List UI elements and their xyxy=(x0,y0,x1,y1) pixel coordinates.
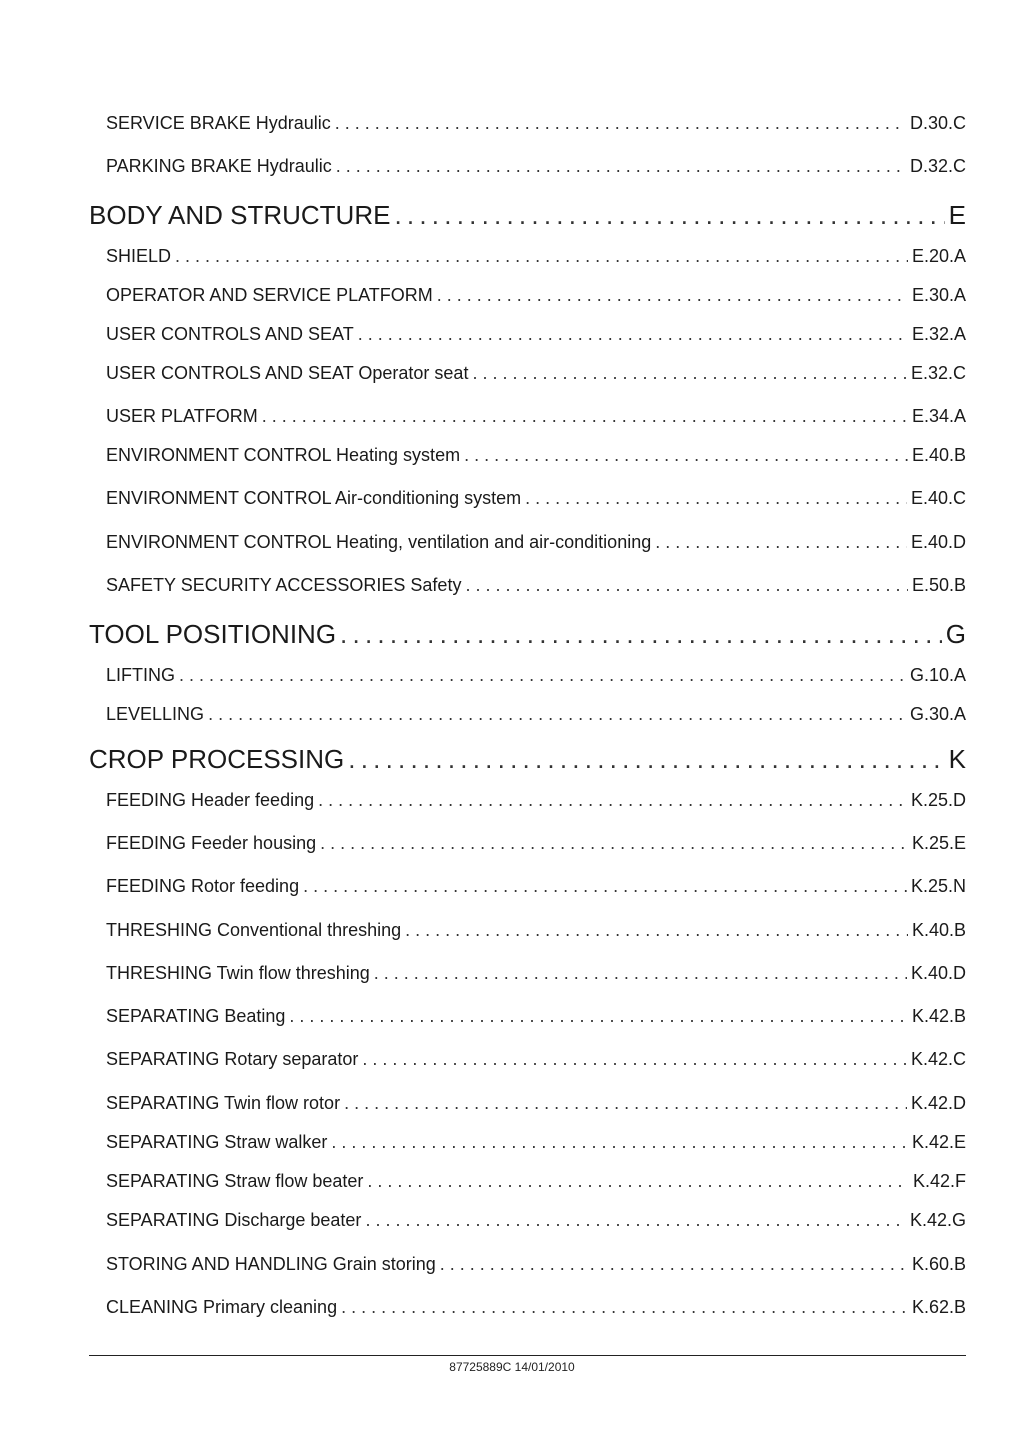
toc-entry-page: K.42.E xyxy=(911,1132,966,1152)
dot-leader xyxy=(655,532,907,553)
toc-entry[interactable] xyxy=(106,1210,966,1231)
toc-entry[interactable] xyxy=(106,285,966,306)
toc-entry-label: USER CONTROLS AND SEAT Operator seat xyxy=(106,363,469,383)
toc-entry-page: K.60.B xyxy=(911,1254,966,1274)
toc-entry-page: K.25.N xyxy=(910,876,966,896)
dot-leader xyxy=(374,963,907,984)
toc-entry-page: K.25.D xyxy=(910,790,966,810)
toc-entry[interactable] xyxy=(106,1254,966,1275)
toc-entry[interactable] xyxy=(106,488,966,509)
dot-leader xyxy=(465,575,908,596)
toc-entry-label: SHIELD xyxy=(106,246,172,266)
toc-entry[interactable] xyxy=(106,876,966,897)
dot-leader xyxy=(208,704,906,725)
toc-entry[interactable] xyxy=(106,406,966,427)
toc-entry[interactable] xyxy=(106,1093,966,1114)
toc-entry-page: K.40.B xyxy=(911,920,966,940)
toc-section[interactable] xyxy=(89,744,966,775)
dot-leader xyxy=(348,744,944,775)
toc-section-page: K xyxy=(948,744,966,774)
dot-leader xyxy=(335,113,906,134)
toc-entry-page: K.40.D xyxy=(910,963,966,983)
toc-entry-page: D.30.C xyxy=(909,113,966,133)
toc-entry-label: SEPARATING Beating xyxy=(106,1006,286,1026)
toc-entry-page: E.30.A xyxy=(911,285,966,305)
footer-divider xyxy=(89,1355,966,1356)
toc-entry[interactable] xyxy=(106,1132,966,1153)
toc-entry[interactable] xyxy=(106,665,966,686)
dot-leader xyxy=(320,833,908,854)
dot-leader xyxy=(289,1006,908,1027)
toc-entry[interactable] xyxy=(106,1006,966,1027)
toc-entry-label: STORING AND HANDLING Grain storing xyxy=(106,1254,436,1274)
toc-entry-label: LEVELLING xyxy=(106,704,205,724)
dot-leader xyxy=(358,324,908,345)
toc-entry-page: K.42.D xyxy=(910,1093,966,1113)
toc-entry-label: LIFTING xyxy=(106,665,176,685)
toc-entry-page: E.40.B xyxy=(911,445,966,465)
toc-entry-page: E.40.D xyxy=(910,532,966,552)
toc-entry[interactable] xyxy=(106,532,966,553)
toc-entry-label: PARKING BRAKE Hydraulic xyxy=(106,156,332,176)
dot-leader xyxy=(437,285,908,306)
toc-entry-label: FEEDING Header feeding xyxy=(106,790,315,810)
toc-entry-page: G.10.A xyxy=(909,665,966,685)
toc-entry-label: SEPARATING Twin flow rotor xyxy=(106,1093,341,1113)
toc-entry-page: E.20.A xyxy=(911,246,966,266)
toc-entry[interactable] xyxy=(106,1049,966,1070)
toc-entry-page: G.30.A xyxy=(909,704,966,724)
toc-entry-page: E.34.A xyxy=(911,406,966,426)
toc-entry-page: E.50.B xyxy=(911,575,966,595)
toc-entry-label: THRESHING Conventional threshing xyxy=(106,920,402,940)
toc-section-title: CROP PROCESSING xyxy=(89,744,345,774)
dot-leader xyxy=(405,920,908,941)
dot-leader xyxy=(464,445,908,466)
toc-entry[interactable] xyxy=(106,963,966,984)
dot-leader xyxy=(341,1297,908,1318)
dot-leader xyxy=(362,1049,907,1070)
toc-entry-label: SEPARATING Straw walker xyxy=(106,1132,328,1152)
toc-entry-page: K.25.E xyxy=(911,833,966,853)
dot-leader xyxy=(179,665,906,686)
toc-section[interactable] xyxy=(89,619,966,650)
footer-doc-reference: 87725889C 14/01/2010 xyxy=(449,1360,575,1374)
toc-section[interactable] xyxy=(89,200,966,231)
toc-entry[interactable] xyxy=(106,113,966,134)
toc-entry[interactable] xyxy=(106,1297,966,1318)
dot-leader xyxy=(440,1254,908,1275)
toc-entry-label: FEEDING Rotor feeding xyxy=(106,876,300,896)
dot-leader xyxy=(262,406,908,427)
dot-leader xyxy=(367,1171,909,1192)
toc-entry-label: CLEANING Primary cleaning xyxy=(106,1297,338,1317)
toc-entry-page: K.42.C xyxy=(910,1049,966,1069)
toc-section-title: BODY AND STRUCTURE xyxy=(89,200,391,230)
toc-entry-label: THRESHING Twin flow threshing xyxy=(106,963,370,983)
toc-section-title: TOOL POSITIONING xyxy=(89,619,337,649)
toc-entry-label: ENVIRONMENT CONTROL Air-conditioning system xyxy=(106,488,522,508)
toc-entry[interactable] xyxy=(106,246,966,267)
toc-entry-label: SEPARATING Straw flow beater xyxy=(106,1171,364,1191)
dot-leader xyxy=(340,619,942,650)
dot-leader xyxy=(303,876,907,897)
toc-entry-label: SAFETY SECURITY ACCESSORIES Safety xyxy=(106,575,462,595)
toc-entry-label: SERVICE BRAKE Hydraulic xyxy=(106,113,331,133)
toc-entry[interactable] xyxy=(106,445,966,466)
dot-leader xyxy=(175,246,908,267)
toc-entry-label: SEPARATING Rotary separator xyxy=(106,1049,359,1069)
toc-entry[interactable] xyxy=(106,833,966,854)
toc-entry-label: FEEDING Feeder housing xyxy=(106,833,317,853)
dot-leader xyxy=(525,488,907,509)
toc-entry[interactable] xyxy=(106,363,966,384)
dot-leader xyxy=(394,200,944,231)
toc-entry-page: E.32.C xyxy=(910,363,966,383)
toc-section-page: G xyxy=(945,619,966,649)
toc-entry-page: E.40.C xyxy=(910,488,966,508)
toc-entry-label: USER CONTROLS AND SEAT xyxy=(106,324,354,344)
dot-leader xyxy=(365,1210,906,1231)
toc-entry[interactable] xyxy=(106,920,966,941)
toc-entry-page: E.32.A xyxy=(911,324,966,344)
dot-leader xyxy=(472,363,907,384)
toc-entry[interactable] xyxy=(106,1171,966,1192)
dot-leader xyxy=(331,1132,908,1153)
toc-entry-label: SEPARATING Discharge beater xyxy=(106,1210,362,1230)
toc-entry-page: K.42.G xyxy=(909,1210,966,1230)
toc-entry[interactable] xyxy=(106,575,966,596)
toc-entry-label: OPERATOR AND SERVICE PLATFORM xyxy=(106,285,433,305)
toc-entry-page: K.42.B xyxy=(911,1006,966,1026)
toc-entry[interactable] xyxy=(106,156,966,177)
toc-entry-page: K.62.B xyxy=(911,1297,966,1317)
toc-section-page: E xyxy=(948,200,966,230)
toc-entry-label: USER PLATFORM xyxy=(106,406,258,426)
dot-leader xyxy=(318,790,907,811)
dot-leader xyxy=(344,1093,907,1114)
toc-entry-page: K.42.F xyxy=(912,1171,966,1191)
toc-entry-label: ENVIRONMENT CONTROL Heating, ventilation and air-conditioning xyxy=(106,532,652,552)
toc-entry[interactable] xyxy=(106,790,966,811)
toc-entry-page: D.32.C xyxy=(909,156,966,176)
dot-leader xyxy=(336,156,906,177)
toc-entry[interactable] xyxy=(106,704,966,725)
toc-entry[interactable] xyxy=(106,324,966,345)
toc-entry-label: ENVIRONMENT CONTROL Heating system xyxy=(106,445,461,465)
